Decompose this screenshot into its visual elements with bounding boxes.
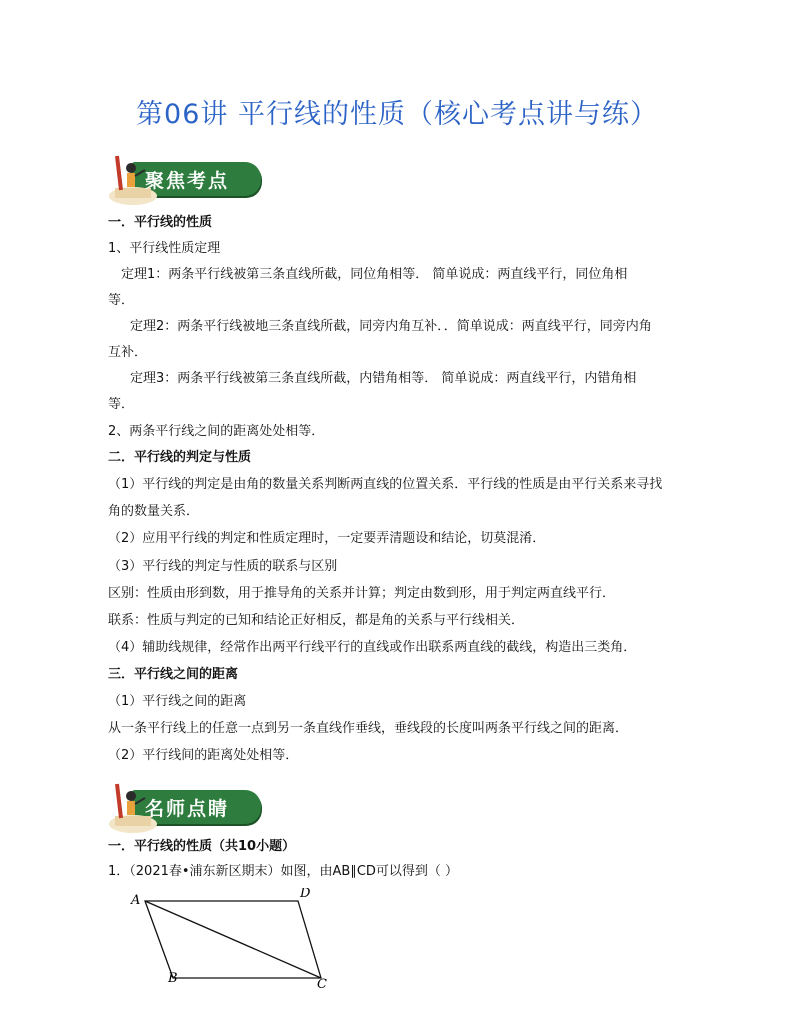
label-c: C [317, 977, 327, 992]
banner-title: 聚焦考点 [145, 170, 230, 192]
paragraph: 定理3：两条平行线被第三条直线所截，内错角相等． 简单说成：两直线平行，内错角相 [130, 371, 637, 386]
paragraph: 定理2：两条平行线被地三条直线所截，同旁内角互补．．简单说成：两直线平行，同旁内角 [130, 319, 652, 334]
paragraph: （2）应用平行线的判定和性质定理时，一定要弄清题设和结论，切莫混淆． [108, 531, 546, 546]
section-heading: 一．平行线的性质 [108, 215, 213, 230]
paragraph: 互补． [108, 345, 148, 360]
paragraph: 1、平行线性质定理 [108, 241, 221, 256]
paragraph: 等． [108, 397, 135, 412]
parallelogram-figure [128, 888, 338, 998]
paragraph: 2、两条平行线之间的距离处处相等． [108, 424, 325, 439]
paragraph: （4）辅助线规律，经常作出两平行线平行的直线或作出联系两直线的截线，构造出三类角． [108, 640, 637, 655]
page-title: 第06讲 平行线的性质（核心考点讲与练） [136, 99, 658, 130]
label-a: A [131, 893, 141, 908]
paragraph: 联系：性质与判定的已知和结论正好相反，都是角的关系与平行线相关． [108, 613, 525, 628]
paragraph: （1）平行线之间的距离 [108, 694, 247, 709]
section-banner-focus [107, 148, 267, 210]
paragraph: （1）平行线的判定是由角的数量关系判断两直线的位置关系．平行线的性质是由平行关系来寻找 [108, 477, 663, 492]
exercise-heading: 一．平行线的性质（共10小题） [108, 839, 296, 854]
question-1: 1．（2021春•浦东新区期末）如图，由AB∥CD可以得到（ ） [108, 864, 459, 879]
label-d: D [300, 888, 311, 901]
section-heading: 三．平行线之间的距离 [108, 667, 239, 682]
banner-title: 名师点睛 [145, 798, 230, 820]
label-b: B [168, 971, 178, 986]
paragraph: 等． [108, 293, 135, 308]
section-banner-teacher [107, 776, 267, 838]
paragraph: （3）平行线的判定与性质的联系与区别 [108, 559, 338, 574]
paragraph: （2）平行线间的距离处处相等． [108, 748, 299, 763]
paragraph: 角的数量关系． [108, 504, 200, 519]
paragraph: 区别：性质由形到数，用于推导角的关系并计算；判定由数到形，用于判定两直线平行． [108, 586, 616, 601]
paragraph: 从一条平行线上的任意一点到另一条直线作垂线，垂线段的长度叫两条平行线之间的距离． [108, 721, 629, 736]
section-heading: 二．平行线的判定与性质 [108, 450, 252, 465]
paragraph: 定理1：两条平行线被第三条直线所截，同位角相等． 简单说成：两直线平行，同位角相 [121, 267, 628, 282]
